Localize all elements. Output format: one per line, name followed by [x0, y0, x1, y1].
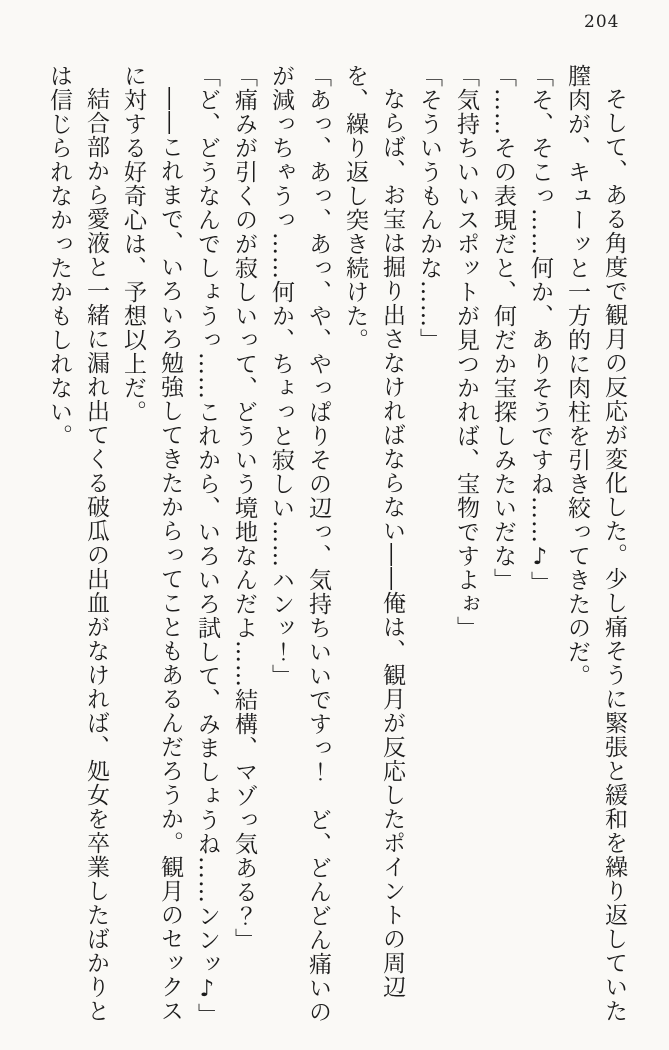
paragraph: ならば、お宝は掘り出さなければならない――俺は、観月が反応したポイントの周辺を、繰り返し突き続けた。 [342, 64, 405, 999]
paragraph: 「そういうもんかな……」 [416, 64, 442, 352]
page-number: 204 [584, 12, 620, 32]
paragraph: ――これまで、いろいろ勉強してきたからってこともあるんだろうか。観月のセックスに対する好奇心は、予想以上だ。 [120, 64, 183, 1023]
paragraph: 「ど、どうなんでしょうっ……これから、いろいろ試して、みましょうね……ンンッ♪」 [194, 64, 220, 1027]
paragraph: 「……その表現だと、何だか宝探しみたいだな」 [490, 64, 516, 592]
paragraph: 「痛みが引くのが寂しいって、どういう境地なんだよ……結構、マゾっ気ある？」 [231, 64, 257, 952]
paragraph: 「気持ちいいスポットが見つかれば、宝物ですよぉ」 [453, 64, 479, 640]
paragraph: 結合部から愛液と一緒に漏れ出てくる破瓜の出血がなければ、処女を卒業したばかりとは信じられなかったかもしれない。 [46, 64, 109, 1023]
paragraph: 「あっ、あっ、あっ、や、やっぱりその辺っ、気持ちいいですっ！ ど、どんどん痛いのが減っちゃうっ……何か、ちょっと寂しい……ハンッ！」 [268, 64, 331, 1024]
paragraph: 「そ、そこっ……何か、ありそうですね……♪」 [527, 64, 553, 595]
paragraph: そして、ある角度で観月の反応が変化した。少し痛そうに緊張と緩和を繰り返していた膣肉が、キューッと一方的に肉柱を引き絞ってきたのだ。 [564, 64, 627, 1023]
page-text-body [28, 64, 632, 1040]
